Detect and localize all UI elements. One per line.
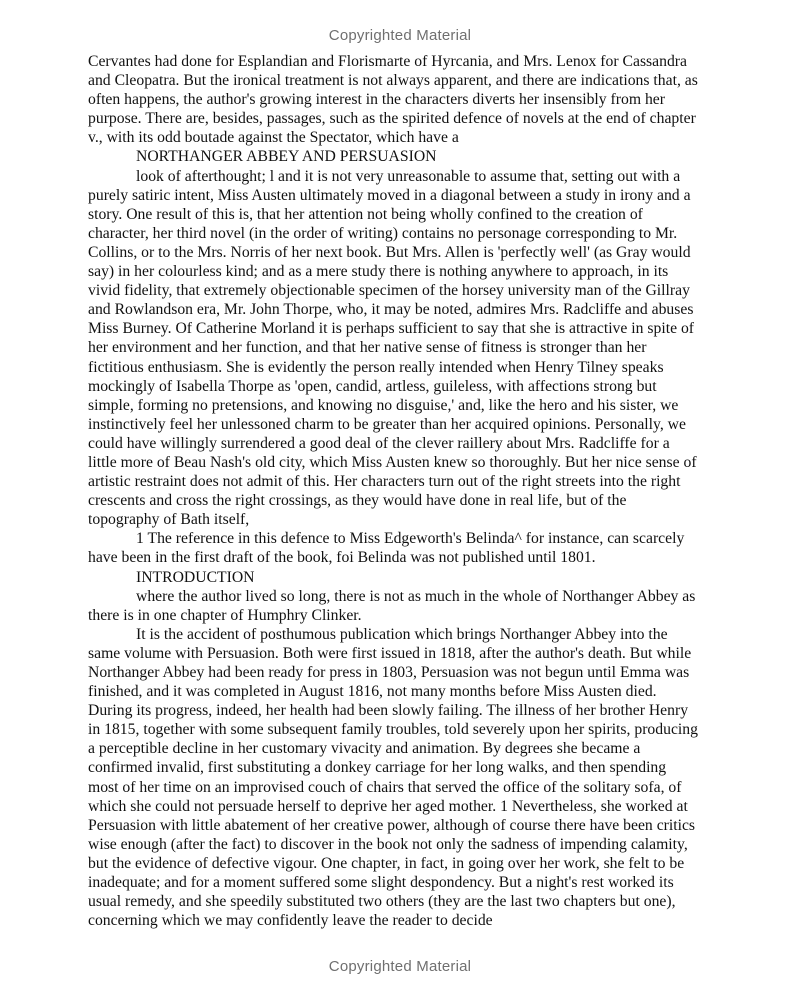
text-line: It is the accident of posthumous publication which brings Northanger Abbey into the — [136, 625, 668, 643]
text-line: crescents and cross the right crossings, as they would have done in real life, but of the — [88, 492, 627, 510]
text-line: look of afterthought; l and it is not very unreasonable to assume that, setting out with a — [136, 167, 681, 185]
text-line: but the evidence of defective vigour. One chapter, in fact, in going over her work, she felt to be — [88, 854, 685, 872]
page-body-text — [88, 52, 743, 930]
text-line: character, her third novel (in the order of writing) contains no personage corresponding to Mr. — [88, 224, 678, 242]
text-line: could have willingly surrendered a good deal of the clever raillery about Mrs. Radcliffe for a — [88, 434, 670, 452]
text-line: Cervantes had done for Esplandian and Florismarte of Hyrcania, and Mrs. Lenox for Cassandra — [88, 53, 687, 70]
text-line: Persuasion with little abatement of her creative power, although of course there have been critics — [88, 816, 696, 834]
text-line: fictitious enthusiasm. She is evidently the person really intended when Henry Tilney speaks — [88, 358, 664, 376]
text-line: her environment and her function, and that her native sense of fitness is stronger than her — [88, 339, 647, 357]
text-line: in 1815, together with some subsequent family troubles, told severely upon her spirits, producing — [88, 721, 698, 739]
text-line: mockingly of Isabella Thorpe as 'open, candid, artless, guileless, with affections strong but — [88, 377, 657, 395]
text-line: instinctively feel her unlessoned charm to be greater than her acquired opinions. Personally, we — [88, 415, 686, 433]
footer-watermark: Copyrighted Material — [328, 958, 472, 975]
text-line: and Cleopatra. But the ironical treatment is not always apparent, and there are indications that, as — [88, 72, 698, 90]
text-line: story. One result of this is, that her attention not being wholly confined to the creation of — [88, 205, 643, 223]
text-line: most of her time on an improvised couch of chairs that served the office of the solitary sofa, of — [88, 778, 682, 796]
text-line: purpose. There are, besides, passages, such as the spirited defence of novels at the end of chapter — [88, 110, 696, 128]
text-line: vivid fidelity, that extremely objectionable specimen of the horsey university man of the Gillray — [88, 282, 690, 300]
text-line: topography of Bath itself, — [88, 511, 250, 529]
text-line: little more of Beau Nash's old city, which Miss Austen knew so thoroughly. But her nice sense of — [88, 453, 697, 471]
text-line: where the author lived so long, there is not as much in the whole of Northanger Abbey as — [136, 587, 696, 605]
text-line: say) in her colourless kind; and as a mere study there is nothing anywhere to approach, in its — [88, 263, 669, 281]
text-line: inadequate; and for a moment suffered some slight despondency. But a night's rest worked its — [88, 874, 674, 892]
text-line: a perceptible decline in her customary vivacity and animation. By degrees she became a — [88, 740, 641, 758]
header-watermark: Copyrighted Material — [328, 27, 472, 44]
text-line: same volume with Persuasion. Both were first issued in 1818, after the author's death. But while — [88, 644, 692, 662]
text-line: Collins, or to the Mrs. Norris of her next book. But Mrs. Allen is 'perfectly well' (as Gray would — [88, 243, 691, 261]
text-line: have been in the first draft of the book, foi Belinda was not published until 1801. — [88, 549, 596, 567]
text-line: Northanger Abbey had been ready for press in 1803, Persuasion was not begun until Emma was — [88, 664, 690, 681]
text-line: NORTHANGER ABBEY AND PERSUASION — [136, 148, 437, 166]
text-line: INTRODUCTION — [136, 568, 255, 586]
text-line: purely satiric intent, Miss Austen ultimately moved in a diagonal between a study in irony and a — [88, 186, 691, 204]
text-line: During its progress, indeed, her health had been slowly failing. The illness of her brother Henry — [88, 702, 689, 720]
text-line: usual remedy, and she speedily substituted two others (they are the last two chapters but one), — [88, 893, 676, 911]
text-line: finished, and it was completed in August 1816, not many months before Miss Austen died. — [88, 683, 657, 701]
text-line: there is in one chapter of Humphry Clinker. — [88, 606, 362, 624]
text-line: v., with its odd boutade against the Spectator, which have a — [88, 129, 459, 147]
text-line: artistic restraint does not admit of this. Her characters turn out of the right streets into the right — [88, 473, 681, 491]
text-line: which she could not persuade herself to deprive her aged mother. 1 Nevertheless, she worked at — [88, 797, 688, 815]
text-line: often happens, the author's growing interest in the characters diverts her insensibly from her — [88, 91, 665, 109]
text-line: concerning which we may confidently leave the reader to decide — [88, 912, 493, 930]
text-line: confirmed invalid, first substituting a donkey carriage for her long walks, and then spending — [88, 759, 667, 777]
text-line: and Rowlandson era, Mr. John Thorpe, who, it may be noted, admires Mrs. Radcliffe and abuses — [88, 301, 694, 319]
text-line: simple, forming no pretensions, and knowing no disguise,' and, like the hero and his sister, we — [88, 396, 679, 414]
text-line: 1 The reference in this defence to Miss Edgeworth's Belinda^ for instance, can scarcely — [136, 530, 685, 548]
text-line: Miss Burney. Of Catherine Morland it is perhaps sufficient to say that she is attractive in spite of — [88, 320, 695, 338]
text-line: wise enough (after the fact) to discover in the book not only the sadness of impending calamity, — [88, 835, 688, 853]
